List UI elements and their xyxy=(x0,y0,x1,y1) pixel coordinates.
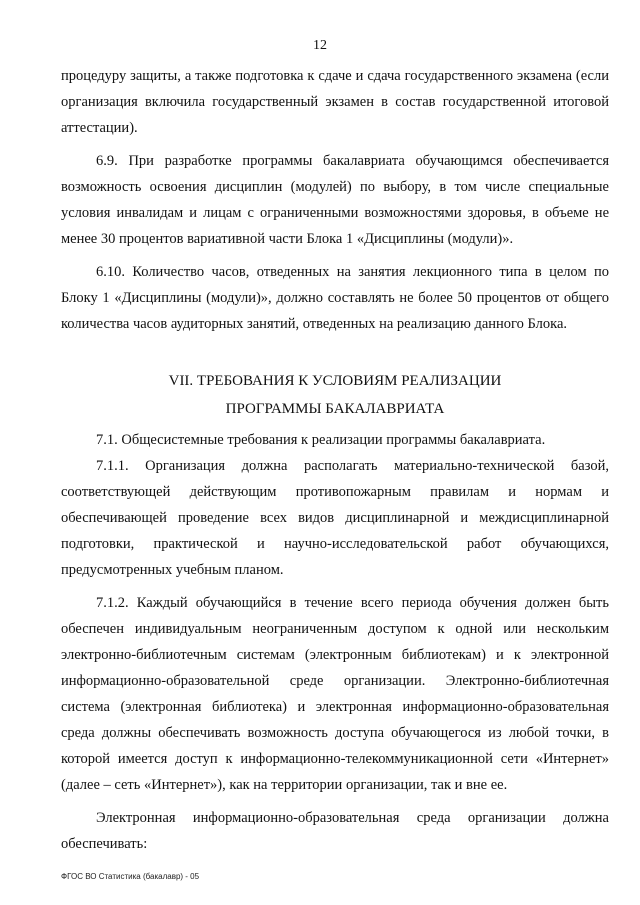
paragraph-7-1-2: 7.1.2. Каждый обучающийся в течение всего периода обучения должен быть обеспечен индивидуальным неограниченным доступом к одной или нескольким электронно-библиотечным системам (электронным библиотекам) и к электронной информационно-образовательной среде организации. Электронно-библиотечная система (электронная библиотека) и электронная информационно-образовательная среда должны обеспечивать возможность доступа обучающегося из любой точки, в которой имеется доступ к информационно-телекоммуникационной сети «Интернет» (далее – сеть «Интернет»), как на территории организации, так и вне ее. xyxy=(61,595,609,793)
paragraph-6-9: 6.9. При разработке программы бакалавриата обучающимся обеспечивается возможность освоения дисциплин (модулей) по выбору, в том числе специальные условия инвалидам и лицам с ограниченными возможностями здоровья, в объеме не менее 30 процентов вариативной части Блока 1 «Дисциплины (модули)». xyxy=(61,153,609,247)
paragraph-eios: Электронная информационно-образовательная среда организации должна обеспечивать: xyxy=(61,810,609,852)
footer-note: ФГОС ВО Статистика (бакалавр) - 05 xyxy=(61,872,200,881)
section-heading xyxy=(61,367,609,423)
paragraph-6-10: 6.10. Количество часов, отведенных на занятия лекционного типа в целом по Блоку 1 «Дисциплины (модули)», должно составлять не более 50 процентов от общего количества часов аудиторных занятий, отведенных на реализацию данного Блока. xyxy=(61,264,609,332)
paragraph-7-1-1: 7.1.1. Организация должна располагать материально-технической базой, соответствующей действующим противопожарным правилам и нормам и обеспечивающей проведение всех видов дисциплинарной и междисциплинарной подготовки, практической и научно-исследовательской работ обучающихся, предусмотренных учебным планом. xyxy=(61,458,609,578)
section-heading-line-1: VII. ТРЕБОВАНИЯ К УСЛОВИЯМ РЕАЛИЗАЦИИ xyxy=(168,373,502,389)
paragraph-continuation: процедуру защиты, а также подготовка к сдаче и сдача государственного экзамена (если организация включила государственный экзамен в состав государственной итоговой аттестации). xyxy=(61,68,609,136)
page-number: 12 xyxy=(313,38,327,53)
page-body xyxy=(61,63,609,857)
section-heading-line-2: ПРОГРАММЫ БАКАЛАВРИАТА xyxy=(225,401,445,417)
paragraph-7-1: 7.1. Общесистемные требования к реализации программы бакалавриата. xyxy=(96,432,546,448)
